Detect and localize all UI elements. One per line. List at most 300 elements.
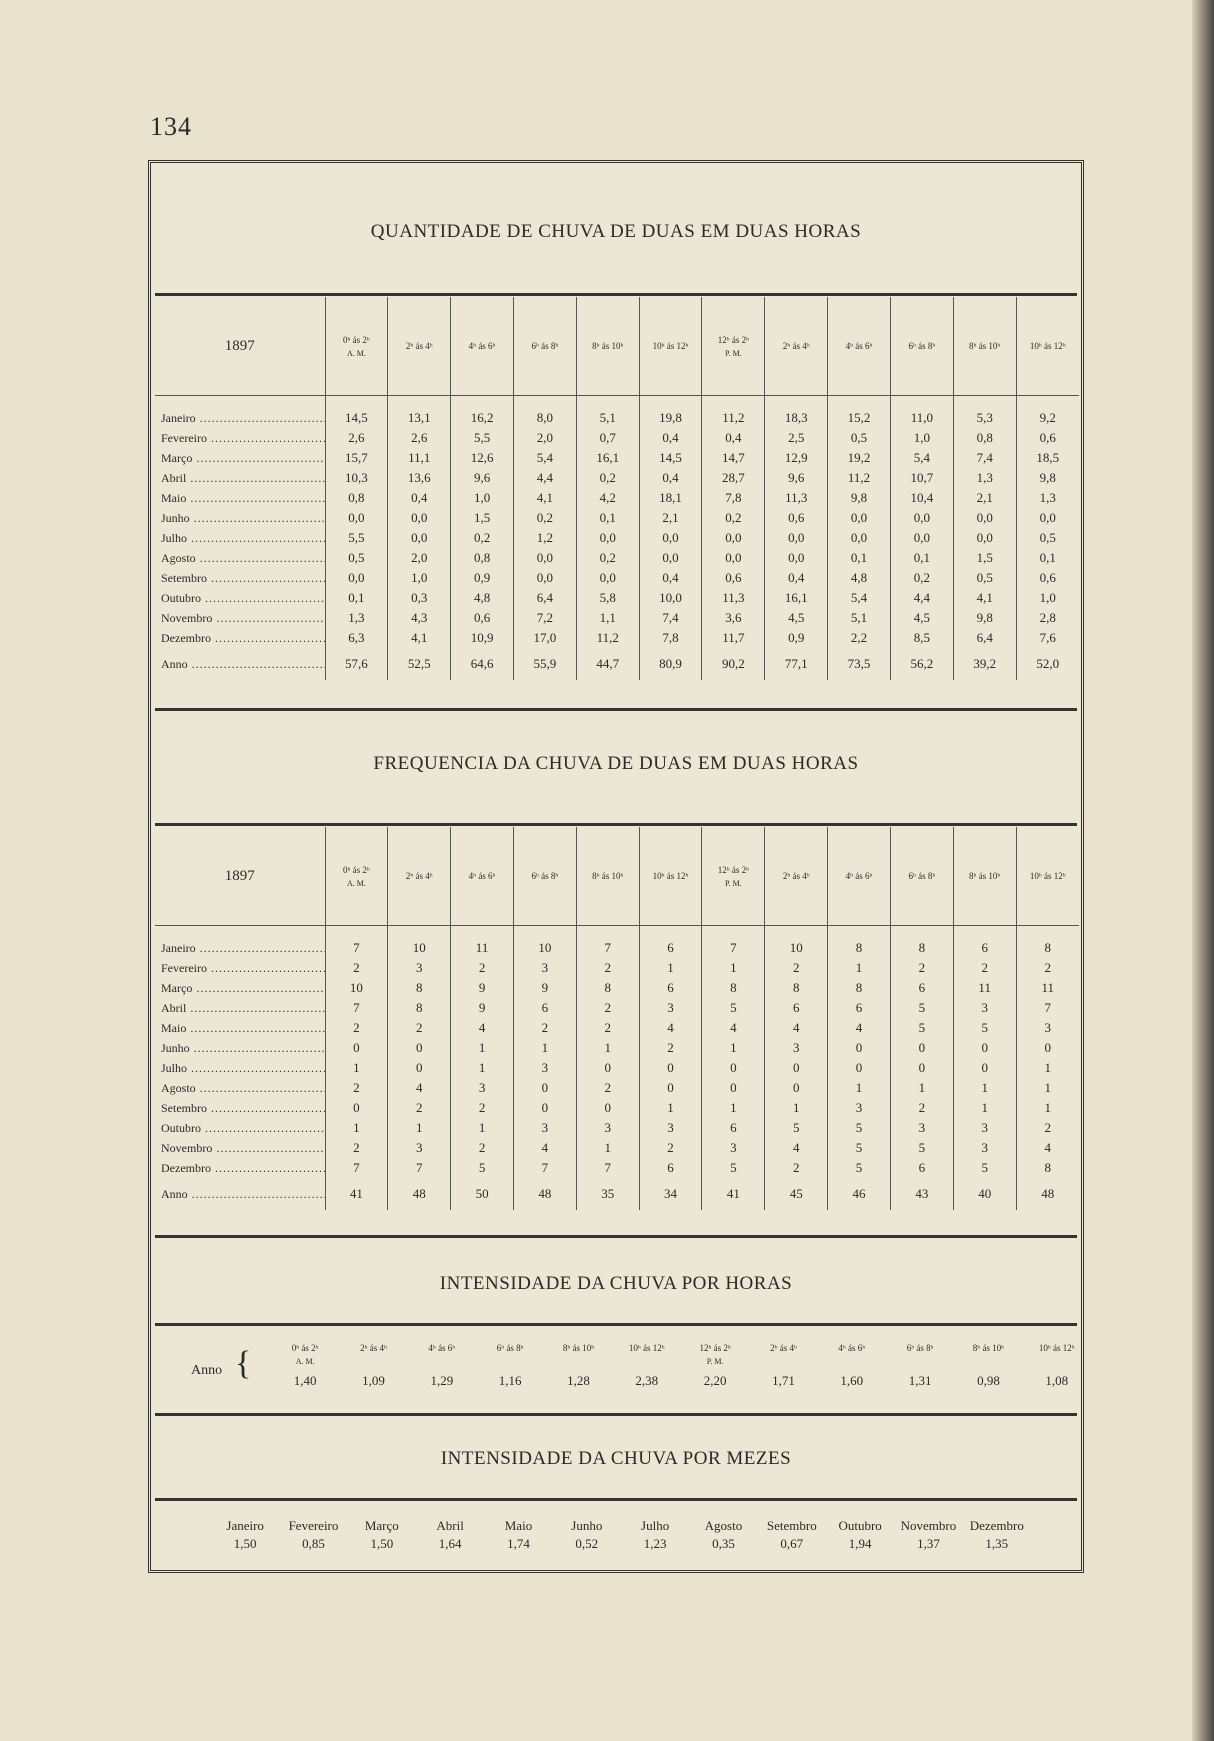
year-label: 1897 xyxy=(224,867,255,884)
table-row xyxy=(155,488,1079,508)
table-cell: 0,2 xyxy=(702,508,765,528)
period-header xyxy=(890,297,953,396)
table-cell: 3 xyxy=(513,958,576,978)
table-cell: 4 xyxy=(639,1018,702,1038)
table-cell: 2 xyxy=(325,958,388,978)
table-cell: 0,0 xyxy=(388,528,451,548)
table-cell: 4 xyxy=(828,1018,891,1038)
table-cell: 11 xyxy=(1016,978,1079,998)
table-cell: 1 xyxy=(451,1118,514,1138)
pm-label: P. M. xyxy=(725,348,742,358)
month-label: Maio ..... xyxy=(155,488,325,508)
table-cell: 1 xyxy=(828,958,891,978)
table-cell: 7 xyxy=(513,1158,576,1178)
table-cell: 1 xyxy=(890,1078,953,1098)
month-value: 1,35 xyxy=(985,1536,1009,1551)
month-name: Agosto xyxy=(704,1518,743,1533)
table-row xyxy=(155,998,1079,1018)
period-header xyxy=(890,827,953,926)
table-cell: 14,5 xyxy=(325,396,388,429)
table-cell: 5,5 xyxy=(325,528,388,548)
period-sub xyxy=(749,1357,817,1369)
month-label: Junho ..... xyxy=(155,1038,325,1058)
table-cell: 5 xyxy=(828,1118,891,1138)
period-header xyxy=(325,297,388,396)
table-cell: 4,3 xyxy=(388,608,451,628)
table-cell: 0 xyxy=(576,1058,639,1078)
table-cell: 4,5 xyxy=(765,608,828,628)
period-header xyxy=(828,827,891,926)
table-cell: 7 xyxy=(388,1158,451,1178)
table-cell: 0,5 xyxy=(953,568,1016,588)
table-cell: 0 xyxy=(953,1038,1016,1058)
table-cell: 2,0 xyxy=(388,548,451,568)
table-cell: 5 xyxy=(828,1138,891,1158)
table-cell: 7,2 xyxy=(513,608,576,628)
month-name: Março xyxy=(364,1518,399,1533)
table-cell: 0,0 xyxy=(639,548,702,568)
brace-symbol: { xyxy=(235,1345,252,1382)
table-cell: 8,0 xyxy=(513,396,576,429)
table-cell: 2,5 xyxy=(765,428,828,448)
table-row xyxy=(155,1118,1079,1138)
intensidade-col xyxy=(954,1343,1022,1389)
table-row xyxy=(155,926,1079,959)
period-sub xyxy=(886,1357,954,1369)
annual-cell: 90,2 xyxy=(702,648,765,680)
month-label: Abril ..... xyxy=(155,998,325,1018)
month-col xyxy=(894,1518,962,1552)
month-label: Novembro ..... xyxy=(155,608,325,628)
annual-cell: 50 xyxy=(451,1178,514,1210)
table-cell: 8 xyxy=(1016,1158,1079,1178)
month-label: Janeiro ..... xyxy=(155,396,325,429)
table-cell: 0,6 xyxy=(702,568,765,588)
period-sub xyxy=(818,1357,886,1369)
table-cell: 0,7 xyxy=(576,428,639,448)
table-cell: 5,5 xyxy=(451,428,514,448)
table-cell: 2 xyxy=(451,1138,514,1158)
table-cell: 18,1 xyxy=(639,488,702,508)
annual-label: Anno ..... xyxy=(155,1178,325,1210)
table-row xyxy=(155,1018,1079,1038)
month-col xyxy=(553,1518,621,1552)
table-cell: 15,7 xyxy=(325,448,388,468)
table-cell: 0,0 xyxy=(325,508,388,528)
table-cell: 7,4 xyxy=(953,448,1016,468)
intensidade-mezes-title: INTENSIDADE DA CHUVA POR MEZES xyxy=(440,1448,792,1469)
table-cell: 0,4 xyxy=(702,428,765,448)
table-cell: 19,8 xyxy=(639,396,702,429)
table-cell: 0,0 xyxy=(765,548,828,568)
period-label: 10ʰ ás 12ʰ xyxy=(652,871,689,881)
table-row xyxy=(155,448,1079,468)
intensidade-horas-label: Anno xyxy=(191,1363,223,1378)
table-cell: 0,5 xyxy=(828,428,891,448)
intensidade-value: 1,09 xyxy=(362,1373,385,1388)
table-cell: 2 xyxy=(451,1098,514,1118)
table-cell: 7,4 xyxy=(639,608,702,628)
period-label: 6ʰ ás 8ʰ xyxy=(531,341,559,351)
table-cell: 7,6 xyxy=(1016,628,1079,648)
table-cell: 2 xyxy=(639,1138,702,1158)
period-label: 2ʰ ás 4ʰ xyxy=(405,341,433,351)
month-name: Outubro xyxy=(838,1518,882,1533)
table-cell: 1 xyxy=(513,1038,576,1058)
intensidade-horas-title: INTENSIDADE DA CHUVA POR HORAS xyxy=(439,1273,793,1294)
table-cell: 5 xyxy=(451,1158,514,1178)
month-col xyxy=(211,1518,279,1552)
month-name: Junho xyxy=(571,1518,603,1533)
table-cell: 3 xyxy=(828,1098,891,1118)
header-row xyxy=(155,297,1079,396)
table-cell: 8 xyxy=(702,978,765,998)
table-cell: 12,6 xyxy=(451,448,514,468)
intensidade-col xyxy=(339,1343,407,1389)
annual-cell: 41 xyxy=(325,1178,388,1210)
table-cell: 0,8 xyxy=(325,488,388,508)
table-cell: 4,1 xyxy=(388,628,451,648)
table-cell: 1 xyxy=(953,1098,1016,1118)
table-cell: 10 xyxy=(325,978,388,998)
table-cell: 4 xyxy=(451,1018,514,1038)
table-row xyxy=(155,508,1079,528)
month-label: Setembro ..... xyxy=(155,568,325,588)
period-label: 0ʰ ás 2ʰ xyxy=(343,334,370,345)
frequencia-table xyxy=(155,827,1079,1210)
table-cell: 9,6 xyxy=(765,468,828,488)
table-cell: 0,6 xyxy=(765,508,828,528)
intensidade-col xyxy=(818,1343,886,1389)
intensidade-value: 1,60 xyxy=(840,1373,864,1388)
table-cell: 3 xyxy=(890,1118,953,1138)
table-cell: 1 xyxy=(325,1118,388,1138)
page-edge xyxy=(1192,0,1214,1741)
table-cell: 0 xyxy=(1016,1038,1079,1058)
table-cell: 10,0 xyxy=(639,588,702,608)
table-cell: 6 xyxy=(639,926,702,959)
month-col xyxy=(484,1518,552,1552)
table-cell: 5,3 xyxy=(953,396,1016,429)
tables-frame xyxy=(148,160,1084,1573)
table-cell: 2 xyxy=(639,1038,702,1058)
table-cell: 3 xyxy=(1016,1018,1079,1038)
table-cell: 0,0 xyxy=(702,548,765,568)
table-cell: 0,4 xyxy=(639,568,702,588)
month-label: Abril ..... xyxy=(155,468,325,488)
table-cell: 6,4 xyxy=(513,588,576,608)
table-cell: 2 xyxy=(576,1078,639,1098)
table-cell: 10 xyxy=(765,926,828,959)
table-cell: 7,8 xyxy=(639,628,702,648)
table-row xyxy=(155,428,1079,448)
annual-cell: 48 xyxy=(513,1178,576,1210)
intensidade-col xyxy=(681,1343,749,1389)
period-label: 4ʰ ás 6ʰ xyxy=(468,341,496,351)
table-cell: 0 xyxy=(702,1058,765,1078)
period-label: 8ʰ ás 10ʰ xyxy=(592,341,624,351)
table-cell: 3 xyxy=(765,1038,828,1058)
table-cell: 6,4 xyxy=(953,628,1016,648)
annual-cell: 77,1 xyxy=(765,648,828,680)
pm-label: P. M. xyxy=(725,878,742,888)
period-label: 4ʰ ás 6ʰ xyxy=(838,1343,866,1353)
table-cell: 0,0 xyxy=(702,528,765,548)
table-cell: 0 xyxy=(702,1078,765,1098)
month-col xyxy=(689,1518,757,1552)
table-cell: 11 xyxy=(953,978,1016,998)
month-label: Dezembro ..... xyxy=(155,1158,325,1178)
table-cell: 0,4 xyxy=(639,428,702,448)
annual-cell: 48 xyxy=(388,1178,451,1210)
table-cell: 11 xyxy=(451,926,514,959)
period-label: 2ʰ ás 4ʰ xyxy=(782,871,810,881)
table-row xyxy=(155,468,1079,488)
period-header xyxy=(388,827,451,926)
intensidade-value: 2,20 xyxy=(703,1373,727,1388)
month-name: Maio xyxy=(504,1518,533,1533)
intensidade-horas-values xyxy=(271,1343,1091,1389)
period-sub xyxy=(1023,1357,1091,1369)
table-cell: 11,2 xyxy=(576,628,639,648)
period-header xyxy=(325,827,388,926)
table-cell: 1,0 xyxy=(451,488,514,508)
table-cell: 0,0 xyxy=(890,508,953,528)
period-label: 10ʰ ás 12ʰ xyxy=(1029,871,1066,881)
period-header xyxy=(828,297,891,396)
table-cell: 1,3 xyxy=(953,468,1016,488)
table-cell: 1 xyxy=(953,1078,1016,1098)
annual-cell: 40 xyxy=(953,1178,1016,1210)
table-cell: 6 xyxy=(890,978,953,998)
month-value: 1,37 xyxy=(917,1536,940,1551)
intensidade-col xyxy=(408,1343,476,1389)
table-cell: 8 xyxy=(388,978,451,998)
table-cell: 8 xyxy=(576,978,639,998)
table-cell: 0 xyxy=(513,1098,576,1118)
table-cell: 1,1 xyxy=(576,608,639,628)
month-label: Novembro ..... xyxy=(155,1138,325,1158)
table-cell: 2 xyxy=(1016,1118,1079,1138)
intensidade-col xyxy=(476,1343,544,1389)
table-cell: 2 xyxy=(325,1138,388,1158)
period-header xyxy=(765,297,828,396)
table-cell: 3 xyxy=(702,1138,765,1158)
month-label: Julho ..... xyxy=(155,1058,325,1078)
intensidade-value: 1,28 xyxy=(567,1373,590,1388)
table-cell: 2,6 xyxy=(388,428,451,448)
table-cell: 0,0 xyxy=(325,568,388,588)
table-cell: 5 xyxy=(953,1158,1016,1178)
table-cell: 2 xyxy=(451,958,514,978)
table-cell: 6,3 xyxy=(325,628,388,648)
month-name: Janeiro xyxy=(226,1518,264,1533)
table-cell: 6 xyxy=(639,978,702,998)
month-name: Julho xyxy=(641,1518,670,1533)
table-cell: 0,2 xyxy=(451,528,514,548)
table-cell: 7 xyxy=(576,1158,639,1178)
annual-cell: 56,2 xyxy=(890,648,953,680)
period-header xyxy=(953,297,1016,396)
month-label: Julho ..... xyxy=(155,528,325,548)
table-cell: 3 xyxy=(513,1058,576,1078)
table-cell: 10,4 xyxy=(890,488,953,508)
table-cell: 3 xyxy=(576,1118,639,1138)
table-cell: 3 xyxy=(639,998,702,1018)
period-header xyxy=(765,827,828,926)
month-col xyxy=(826,1518,894,1552)
annual-cell: 34 xyxy=(639,1178,702,1210)
period-label: 2ʰ ás 4ʰ xyxy=(360,1343,387,1353)
period-header xyxy=(1016,297,1079,396)
table-cell: 1,3 xyxy=(325,608,388,628)
table-cell: 10,3 xyxy=(325,468,388,488)
table-cell: 14,5 xyxy=(639,448,702,468)
table-cell: 0 xyxy=(576,1098,639,1118)
month-value: 1,64 xyxy=(438,1536,462,1551)
table-cell: 0,1 xyxy=(1016,548,1079,568)
period-label: 0ʰ ás 2ʰ xyxy=(343,864,370,875)
table-cell: 2 xyxy=(576,958,639,978)
period-label: 8ʰ ás 10ʰ xyxy=(562,1343,595,1353)
table-cell: 0 xyxy=(639,1078,702,1098)
intensidade-col xyxy=(613,1343,681,1389)
table-cell: 1 xyxy=(639,958,702,978)
table-row xyxy=(155,588,1079,608)
table-cell: 5 xyxy=(890,1138,953,1158)
period-label: 12ʰ ás 2ʰ xyxy=(699,1343,731,1353)
table-cell: 1 xyxy=(451,1038,514,1058)
annual-cell: 52,5 xyxy=(388,648,451,680)
month-label: Janeiro ..... xyxy=(155,926,325,959)
intensidade-horas-row xyxy=(191,1343,1075,1403)
table-cell: 0,2 xyxy=(576,468,639,488)
table-cell: 6 xyxy=(828,998,891,1018)
table-cell: 0,5 xyxy=(1016,528,1079,548)
period-header xyxy=(451,297,514,396)
table-cell: 11,3 xyxy=(765,488,828,508)
quantidade-table xyxy=(155,297,1079,680)
table-cell: 10 xyxy=(513,926,576,959)
intensidade-value: 1,71 xyxy=(772,1373,795,1388)
table-cell: 7 xyxy=(576,926,639,959)
table-cell: 8 xyxy=(828,926,891,959)
quantidade-title: QUANTIDADE DE CHUVA DE DUAS EM DUAS HORAS xyxy=(370,221,862,242)
period-header xyxy=(576,297,639,396)
annual-row xyxy=(155,648,1079,680)
month-label: Maio ..... xyxy=(155,1018,325,1038)
table-cell: 2,2 xyxy=(828,628,891,648)
table-cell: 0 xyxy=(325,1098,388,1118)
table-cell: 0,5 xyxy=(325,548,388,568)
table-cell: 2 xyxy=(765,958,828,978)
table-cell: 0 xyxy=(828,1038,891,1058)
table-cell: 7,8 xyxy=(702,488,765,508)
table-cell: 8 xyxy=(890,926,953,959)
table-cell: 5 xyxy=(828,1158,891,1178)
table-cell: 0,0 xyxy=(828,508,891,528)
table-cell: 4,1 xyxy=(513,488,576,508)
table-cell: 12,9 xyxy=(765,448,828,468)
table-cell: 0,0 xyxy=(639,528,702,548)
table-row xyxy=(155,568,1079,588)
annual-cell: 80,9 xyxy=(639,648,702,680)
table-cell: 1 xyxy=(765,1098,828,1118)
table-cell: 4,4 xyxy=(890,588,953,608)
intensidade-value: 2,38 xyxy=(635,1373,659,1388)
table-cell: 4 xyxy=(702,1018,765,1038)
table-cell: 0 xyxy=(765,1078,828,1098)
table-cell: 1,0 xyxy=(890,428,953,448)
table-cell: 19,2 xyxy=(828,448,891,468)
table-cell: 2,1 xyxy=(953,488,1016,508)
period-header xyxy=(388,297,451,396)
table-cell: 1 xyxy=(1016,1098,1079,1118)
table-cell: 1 xyxy=(639,1098,702,1118)
table-cell: 0 xyxy=(765,1058,828,1078)
table-cell: 10 xyxy=(388,926,451,959)
period-header xyxy=(451,827,514,926)
month-value: 1,94 xyxy=(848,1536,872,1551)
period-label: 6ʰ ás 8ʰ xyxy=(908,341,936,351)
month-label: Outubro ..... xyxy=(155,588,325,608)
table-cell: 0,1 xyxy=(828,548,891,568)
period-label: 12ʰ ás 2ʰ xyxy=(717,864,750,875)
table-cell: 4 xyxy=(388,1078,451,1098)
table-cell: 5,4 xyxy=(828,588,891,608)
annual-cell: 64,6 xyxy=(451,648,514,680)
table-row xyxy=(155,548,1079,568)
am-label: A. M. xyxy=(346,878,366,888)
table-cell: 7 xyxy=(325,926,388,959)
period-header xyxy=(702,827,765,926)
table-cell: 16,1 xyxy=(765,588,828,608)
annual-cell: 45 xyxy=(765,1178,828,1210)
table-cell: 2,0 xyxy=(513,428,576,448)
table-cell: 0 xyxy=(513,1078,576,1098)
table-cell: 1,2 xyxy=(513,528,576,548)
table-row xyxy=(155,978,1079,998)
table-cell: 2 xyxy=(325,1018,388,1038)
month-col xyxy=(963,1518,1031,1552)
table-row xyxy=(155,1058,1079,1078)
table-cell: 0,1 xyxy=(890,548,953,568)
period-label: 10ʰ ás 12ʰ xyxy=(628,1343,665,1353)
intensidade-value: 0,98 xyxy=(977,1373,1000,1388)
table-cell: 1 xyxy=(576,1138,639,1158)
table-cell: 28,7 xyxy=(702,468,765,488)
table-cell: 0,9 xyxy=(451,568,514,588)
period-label: 4ʰ ás 6ʰ xyxy=(468,871,496,881)
table-cell: 0,4 xyxy=(388,488,451,508)
table-cell: 0,0 xyxy=(953,508,1016,528)
table-cell: 6 xyxy=(953,926,1016,959)
table-row xyxy=(155,958,1079,978)
period-label: 6ʰ ás 8ʰ xyxy=(496,1343,524,1353)
period-header xyxy=(953,827,1016,926)
month-value: 0,35 xyxy=(712,1536,735,1551)
table-cell: 9 xyxy=(451,978,514,998)
intensidade-col xyxy=(1023,1343,1091,1389)
period-sub: A. M. xyxy=(295,1357,315,1366)
table-cell: 0 xyxy=(388,1038,451,1058)
period-header xyxy=(639,297,702,396)
period-header xyxy=(1016,827,1079,926)
table-cell: 16,2 xyxy=(451,396,514,429)
table-cell: 3 xyxy=(451,1078,514,1098)
table-cell: 4 xyxy=(765,1138,828,1158)
table-cell: 0 xyxy=(639,1058,702,1078)
